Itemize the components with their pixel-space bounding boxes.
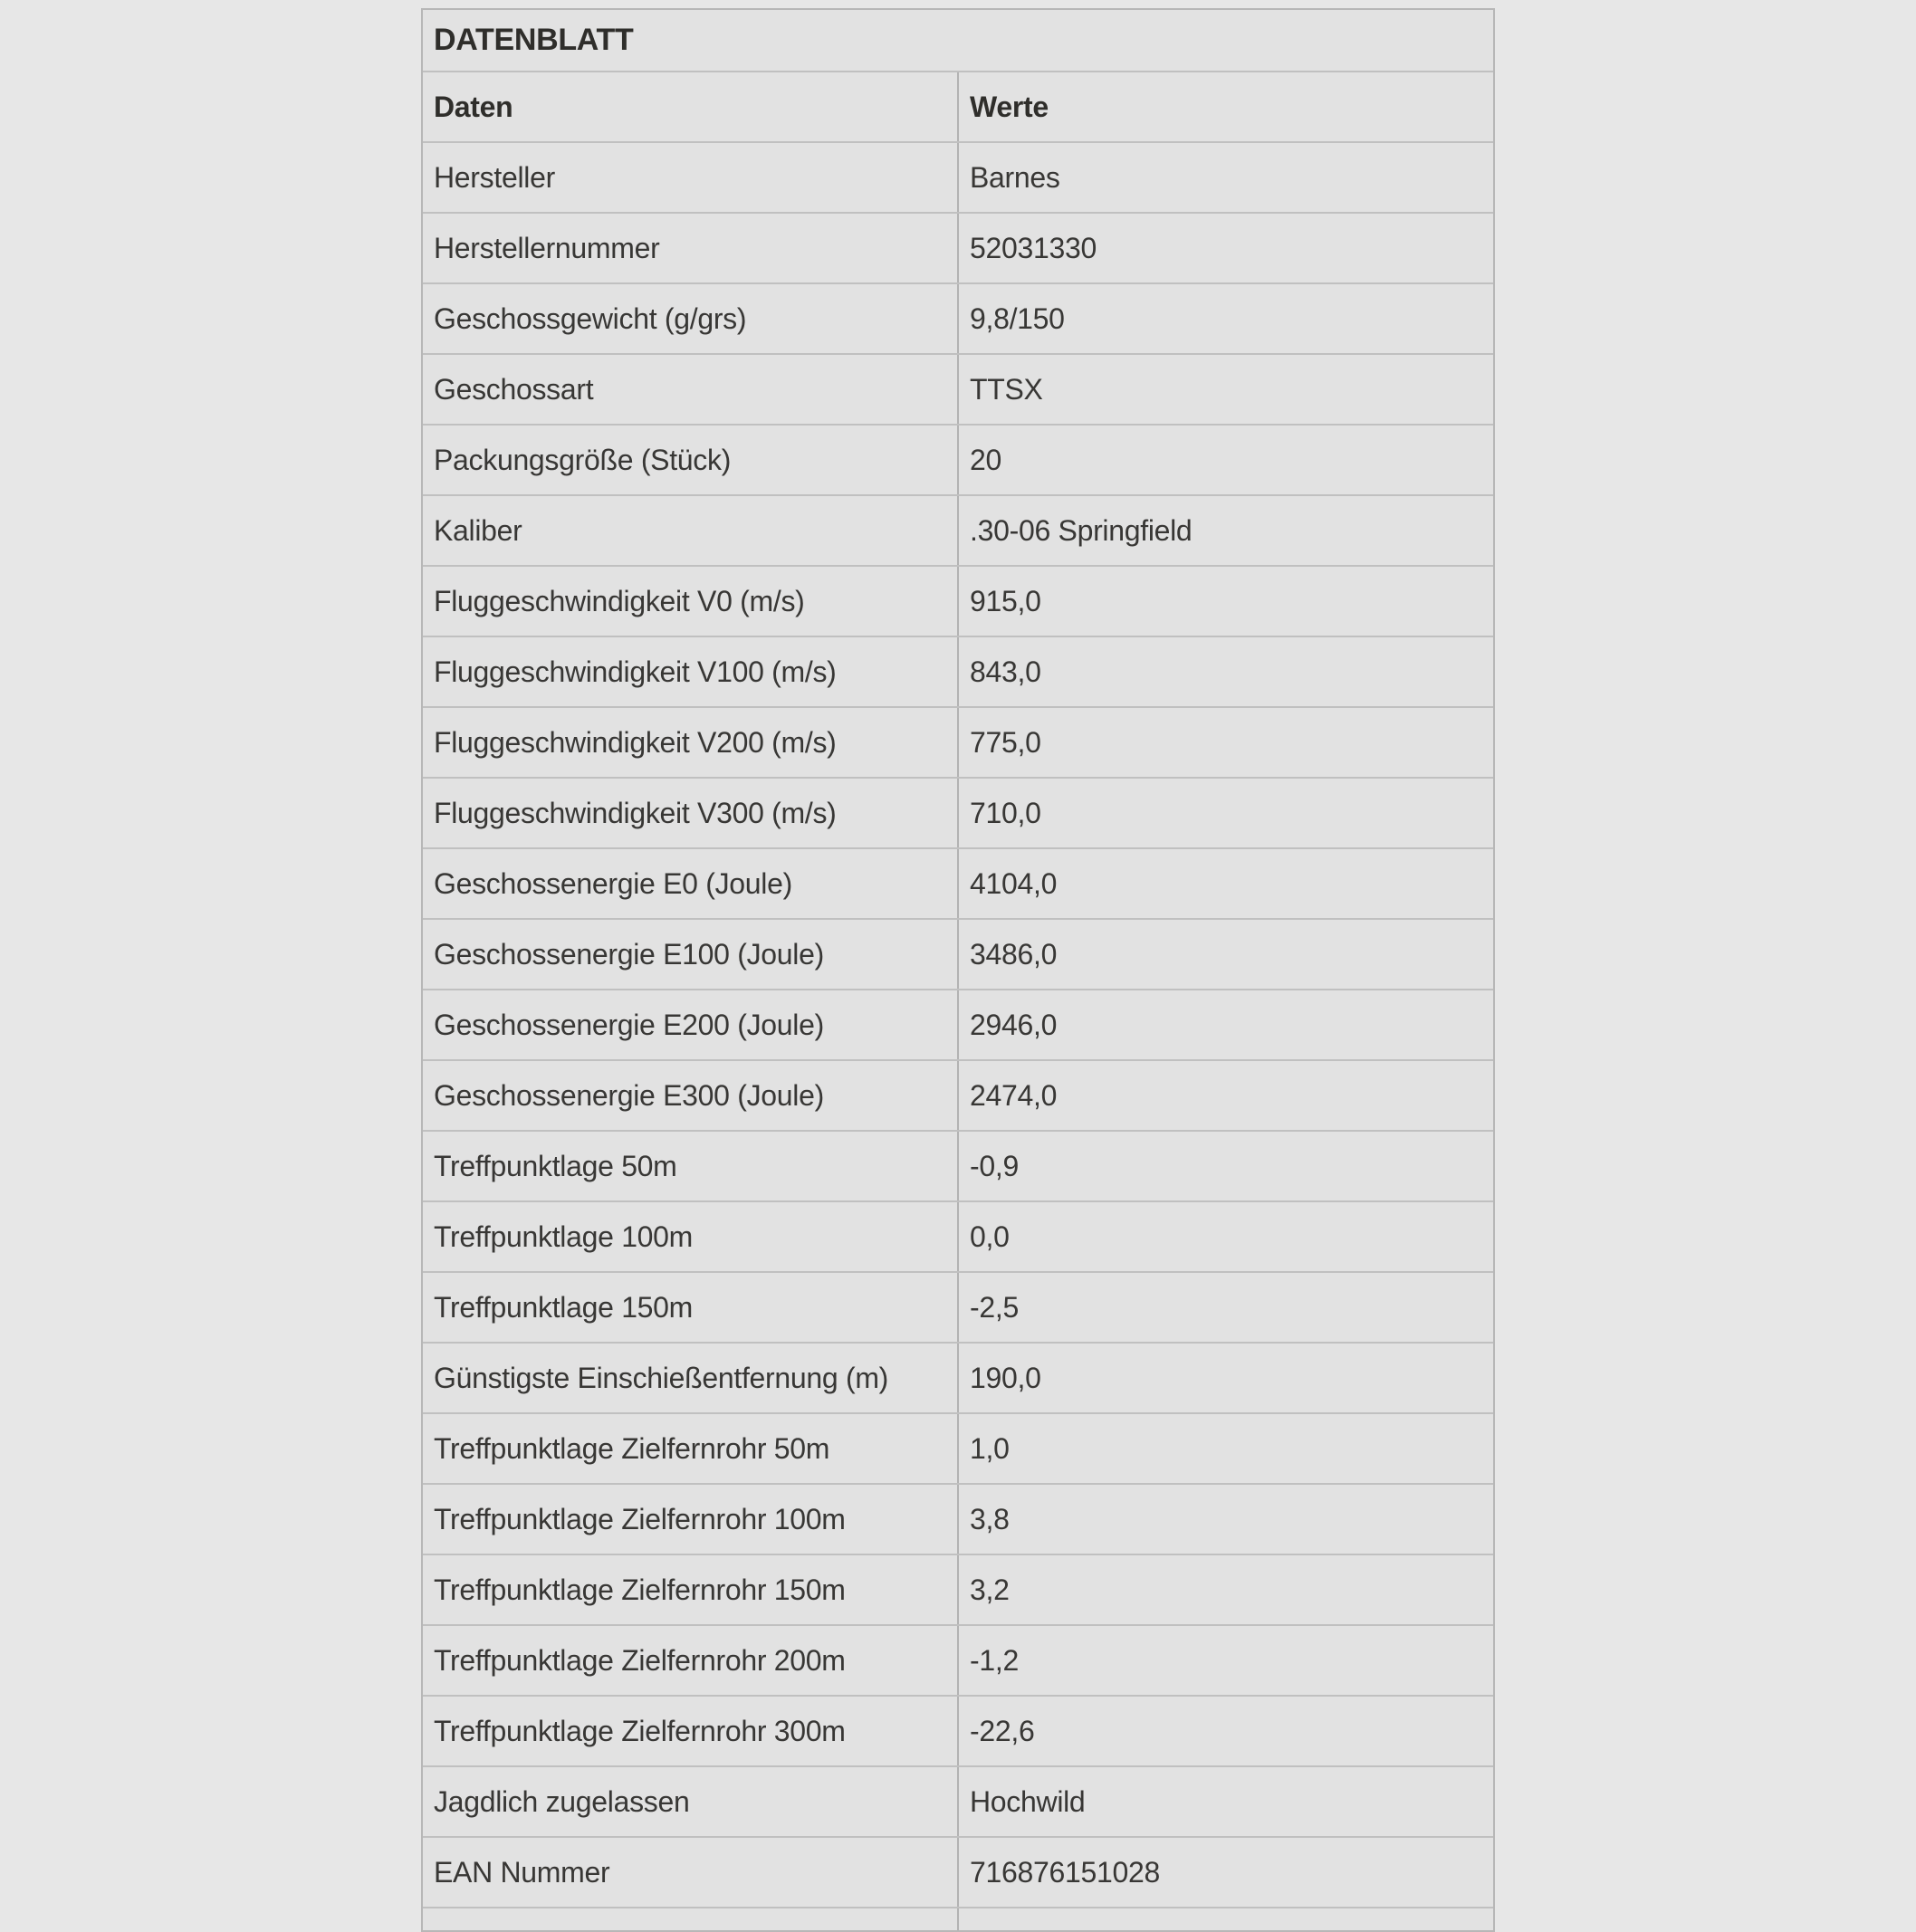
row-value: .30-06 Springfield <box>970 513 1193 547</box>
table-row <box>423 1838 1493 1908</box>
row-label: Geschossgewicht (g/grs) <box>423 284 959 353</box>
row-value: 190,0 <box>970 1361 1041 1394</box>
row-label: Packungsgröße (Stück) <box>423 426 959 494</box>
table-row <box>423 355 1493 426</box>
row-value: 0,0 <box>970 1219 1010 1253</box>
row-value: -2,5 <box>970 1290 1019 1324</box>
row-value: 716876151028 <box>970 1855 1160 1889</box>
table-row <box>423 426 1493 496</box>
table-row <box>423 1132 1493 1202</box>
row-value: TTSX <box>970 372 1043 406</box>
row-label: EAN Nummer <box>423 1838 959 1907</box>
row-label: Herstellernummer <box>423 214 959 282</box>
table-row <box>423 849 1493 920</box>
partial-cutoff-row <box>423 1908 1493 1930</box>
row-label: Treffpunktlage Zielfernrohr 150m <box>423 1555 959 1624</box>
row-label: Geschossenergie E200 (Joule) <box>423 990 959 1059</box>
row-value: 3,2 <box>970 1573 1010 1606</box>
table-row <box>423 1555 1493 1626</box>
row-value: 20 <box>970 443 1001 476</box>
row-value: -22,6 <box>970 1714 1035 1747</box>
row-label: Geschossart <box>423 355 959 424</box>
row-value: 843,0 <box>970 655 1041 688</box>
table-row <box>423 1485 1493 1555</box>
datasheet-title-row <box>423 10 1493 72</box>
row-label: Günstigste Einschießentfernung (m) <box>423 1344 959 1412</box>
table-row <box>423 920 1493 990</box>
table-row <box>423 284 1493 355</box>
partial-cutoff-cell <box>423 1908 959 1930</box>
row-label: Treffpunktlage 150m <box>423 1273 959 1342</box>
table-row <box>423 779 1493 849</box>
row-label: Fluggeschwindigkeit V100 (m/s) <box>423 637 959 706</box>
row-label: Treffpunktlage 100m <box>423 1202 959 1271</box>
table-row <box>423 143 1493 214</box>
row-value: -1,2 <box>970 1643 1019 1677</box>
row-label: Fluggeschwindigkeit V0 (m/s) <box>423 567 959 636</box>
row-value: 9,8/150 <box>970 301 1065 335</box>
table-row <box>423 1344 1493 1414</box>
datasheet-table <box>421 8 1495 1932</box>
row-label: Geschossenergie E100 (Joule) <box>423 920 959 989</box>
row-value: 915,0 <box>970 584 1041 617</box>
row-value: 2474,0 <box>970 1078 1058 1112</box>
table-row <box>423 1273 1493 1344</box>
datasheet-title: DATENBLATT <box>434 23 634 57</box>
row-value: 52031330 <box>970 231 1097 264</box>
row-value: 3486,0 <box>970 937 1058 971</box>
table-row <box>423 1414 1493 1485</box>
table-row <box>423 990 1493 1061</box>
row-label: Fluggeschwindigkeit V300 (m/s) <box>423 779 959 847</box>
table-row <box>423 567 1493 637</box>
row-value: Hochwild <box>970 1784 1086 1818</box>
datasheet-header-row <box>423 72 1493 143</box>
row-value: 4104,0 <box>970 866 1058 900</box>
row-label: Jagdlich zugelassen <box>423 1767 959 1836</box>
datasheet-body <box>423 143 1493 1908</box>
row-label: Treffpunktlage Zielfernrohr 50m <box>423 1414 959 1483</box>
table-row <box>423 1202 1493 1273</box>
table-row <box>423 1767 1493 1838</box>
row-label: Geschossenergie E0 (Joule) <box>423 849 959 918</box>
table-row <box>423 1626 1493 1697</box>
row-label: Treffpunktlage Zielfernrohr 100m <box>423 1485 959 1554</box>
row-value: 710,0 <box>970 796 1041 829</box>
row-label: Fluggeschwindigkeit V200 (m/s) <box>423 708 959 777</box>
row-label: Treffpunktlage Zielfernrohr 300m <box>423 1697 959 1765</box>
table-row <box>423 214 1493 284</box>
row-value: 2946,0 <box>970 1008 1058 1041</box>
row-label: Kaliber <box>423 496 959 565</box>
row-label: Hersteller <box>423 143 959 212</box>
table-row <box>423 637 1493 708</box>
row-value: -0,9 <box>970 1149 1019 1182</box>
table-row <box>423 1061 1493 1132</box>
row-label: Geschossenergie E300 (Joule) <box>423 1061 959 1130</box>
column-header-daten: Daten <box>423 72 959 141</box>
row-value: 775,0 <box>970 725 1041 759</box>
row-label: Treffpunktlage Zielfernrohr 200m <box>423 1626 959 1695</box>
row-label: Treffpunktlage 50m <box>423 1132 959 1200</box>
row-value: 1,0 <box>970 1431 1010 1465</box>
row-value: Barnes <box>970 160 1060 194</box>
table-row <box>423 708 1493 779</box>
row-value: 3,8 <box>970 1502 1010 1535</box>
table-row <box>423 496 1493 567</box>
column-header-werte: Werte <box>970 90 1049 123</box>
table-row <box>423 1697 1493 1767</box>
